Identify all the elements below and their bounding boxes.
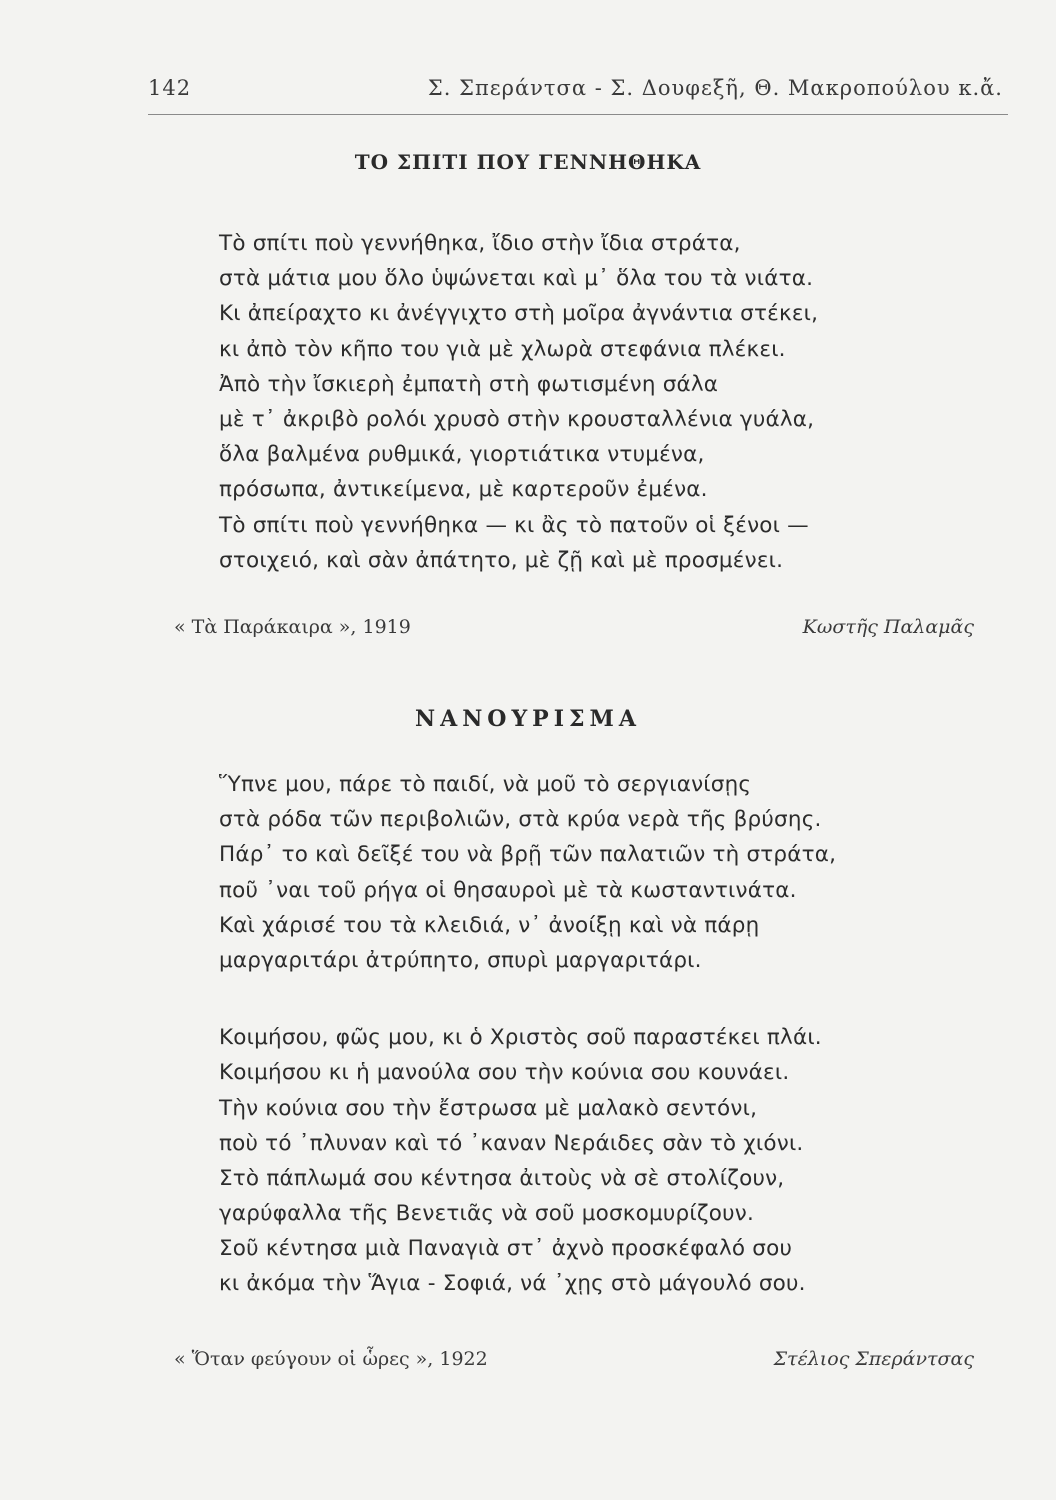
poem-line: Τὸ σπίτι ποὺ γεννήθηκα, ἴδιο στὴν ἴδια στράτα, [219, 231, 741, 256]
poem-title: ΤΟ ΣΠΙΤΙ ΠΟΥ ΓΕΝΝΗΘΗΚΑ [354, 150, 702, 174]
poem-line: Κι ἀπείραχτο κι ἀνέγγιχτο στὴ μοῖρα ἀγνάντια στέκει, [219, 301, 819, 327]
poem-line: Ἀπὸ τὴν ἴσκιερὴ ἐμπατὴ στὴ φωτισμένη σάλα [219, 371, 719, 397]
poem-line: Τὸ σπίτι ποὺ γεννήθηκα — κι ἂς τὸ πατοῦν οἱ ξένοι — [219, 512, 809, 538]
running-head-authors: Σ. Σπεράντσα - Σ. Δουφεξῆ, Θ. Μακροπούλου κ.ἄ. [427, 76, 1003, 100]
stanza-gap [219, 978, 999, 1020]
poem-title: ΝΑΝΟΥΡΙΣΜΑ [415, 706, 641, 732]
author-name: Στέλιος Σπεράντσας [773, 1348, 974, 1370]
poem-line: Σοῦ κέντησα μιὰ Παναγιὰ στ᾿ ἀχνὸ προσκέφαλό σου [219, 1236, 793, 1262]
poem-line: Στὸ πάπλωμά σου κέντησα ἀιτοὺς νὰ σὲ στολίζουν, [219, 1165, 785, 1191]
poem-attribution [174, 616, 974, 646]
poem-line: Καὶ χάρισέ του τὰ κλειδιά, ν᾿ ἀνοίξῃ καὶ νὰ πάρῃ [219, 912, 760, 938]
poem-line: ποῦ ᾿ναι τοῦ ρήγα οἱ θησαυροὶ μὲ τὰ κωσταντινάτα. [219, 877, 797, 903]
poem-line: στὰ ρόδα τῶν περιβολιῶν, στὰ κρύα νερὰ τῆς βρύσης. [219, 807, 822, 833]
poem-line: ὅλα βαλμένα ρυθμικά, γιορτιάτικα ντυμένα, [219, 442, 705, 468]
poem-line: Κοιμήσου, φῶς μου, κι ὁ Χριστὸς σοῦ παραστέκει πλάι. [219, 1025, 822, 1051]
poem-line: Πάρ᾿ το καὶ δεῖξέ του νὰ βρῇ τῶν παλατιῶν τὴ στράτα, [219, 842, 837, 868]
poem-line: Ὕπνε μου, πάρε τὸ παιδί, νὰ μοῦ τὸ σεργιανίσῃς [219, 772, 752, 797]
poem-line: στοιχειό, καὶ σὰν ἀπάτητο, μὲ ζῇ καὶ μὲ προσμένει. [219, 547, 784, 573]
poem-line: πρόσωπα, ἀντικείμενα, μὲ καρτεροῦν ἐμένα. [219, 477, 708, 503]
poem-line: στὰ μάτια μου ὅλο ὑψώνεται καὶ μ᾿ ὅλα του τὰ νιάτα. [219, 266, 814, 292]
poem-body [219, 767, 999, 1302]
page-number: 142 [148, 76, 192, 100]
poem-line: γαρύφαλλα τῆς Βενετιᾶς νὰ σοῦ μοσκομυρίζουν. [219, 1201, 754, 1227]
author-name: Κωστῆς Παλαμᾶς [802, 616, 974, 638]
poem-line: κι ἀκόμα τὴν Ἅγια - Σοφιά, νά ᾿χῃς στὸ μάγουλό σου. [219, 1271, 806, 1297]
running-head [148, 76, 1003, 106]
poem-attribution [174, 1348, 974, 1378]
poem-line: Κοιμήσου κι ἡ μανούλα σου τὴν κούνια σου κουνάει. [219, 1060, 790, 1086]
poem-line: Τὴν κούνια σου τὴν ἔστρωσα μὲ μαλακὸ σεντόνι, [219, 1095, 758, 1121]
poem-line: μαργαριτάρι ἀτρύπητο, σπυρὶ μαργαριτάρι. [219, 947, 702, 973]
source-reference: « Τὰ Παράκαιρα », 1919 [174, 616, 411, 638]
source-reference: « Ὅταν φεύγουν οἱ ὧρες », 1922 [174, 1348, 488, 1370]
poem-line: μὲ τ᾿ ἀκριβὸ ρολόι χρυσὸ στὴν κρουσταλλένια γυάλα, [219, 406, 815, 432]
poem-line: ποὺ τό ᾿πλυναν καὶ τό ᾿καναν Νεράιδες σὰν τὸ χιόνι. [219, 1130, 804, 1156]
poem-line: κι ἀπὸ τὸν κῆπο του γιὰ μὲ χλωρὰ στεφάνια πλέκει. [219, 336, 786, 362]
poem-body [219, 226, 999, 578]
header-rule [148, 114, 1008, 115]
